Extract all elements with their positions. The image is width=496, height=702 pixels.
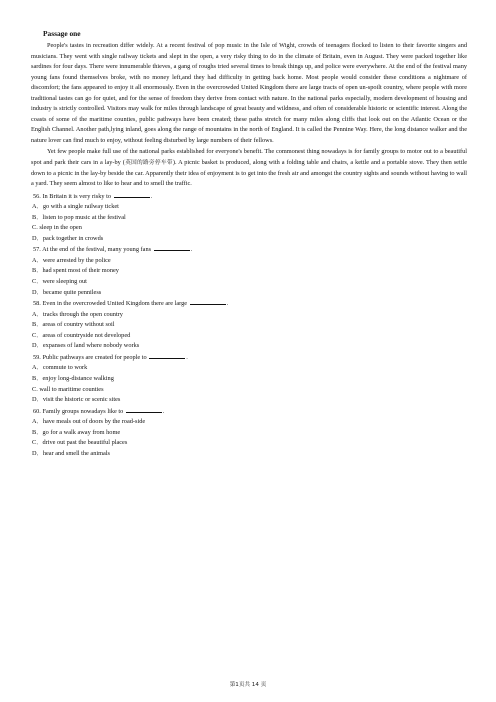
passage-paragraph-1: People's tastes in recreation differ widely. At a recent festival of pop music in the Isle of Wight, crowds of teenagers flocked to listen to their favorite singers and musicians. They went with single railway tickets and slept in the open, a very risky thing to do in the climate of Britain, even in August. They were packed together like sardines for four days. There were innumerable thieves, a gang of roughs tried several times to break things up, and police were everywhere. At the end of the festival many young fans found themselves broke, with no money left,and they had difficulty in getting back home. Most people would consider these conditions a nightmare of discomfort; the fans appeared to enjoy it all enormously. Even in the overcrowded United Kingdom there are large tracts of open un-spoilt country, where people with more traditional tastes can go for quiet, and for the sense of freedom they derive from contact with nature. In the national parks especially, modern development of housing and industry is strictly controlled. Visitors may walk for miles through landscape of great beauty and wildness, and often of considerable historic or scientific interest. Along the coasts of some of the maritime counties, public pathways have been created; these paths stretch for many miles along cliffs that look out on the Atlantic Ocean or the English Channel. Another path,lying inland, goes along the range of mountains in the north of England. It is called the Pennine Way. Here, the long distance walker and the nature lover can find much to enjoy, without feeling disturbed by large numbers of their fellows. <box>31 42 467 144</box>
question-option: B．enjoy long-distance walking <box>32 374 114 382</box>
answer-blank <box>114 191 150 198</box>
question-stem <box>31 406 467 418</box>
question-option: B．go for a walk away from home <box>32 428 121 436</box>
question-option: A．go with a single railway ticket <box>32 203 119 211</box>
question-option: C. wall to maritime counties <box>32 385 104 393</box>
document-page <box>31 28 467 459</box>
chinese-gloss: 英国的路旁停车带 <box>124 160 173 167</box>
question-option: A．commute to work <box>32 364 88 372</box>
question-option: D．visit the historic or scenic sites <box>32 396 121 404</box>
question-option: C．areas of countryside not developed <box>32 331 131 339</box>
question-stem <box>31 191 467 203</box>
question-stem-text: 59. Public pathways are created for people to <box>33 353 147 361</box>
answer-blank <box>190 298 226 305</box>
answer-blank <box>126 406 162 413</box>
question-list <box>31 191 467 460</box>
question-option: B．areas of country without soil <box>32 321 115 329</box>
paragraph-2-text-a: Yet few people make full use of the national parks established for everyone's benefit. The commonest thing nowadays is for family groups to motor out to a beautiful spot and park their cars in a lay-by ( <box>31 148 467 167</box>
question-option: C. sleep in the open <box>32 224 82 232</box>
question-stem-text: 58. Even in the overcrowded United Kingdom there are large <box>33 300 188 308</box>
question-option: B．had spent most of their money <box>32 267 119 275</box>
question-stem-end: . <box>150 192 153 200</box>
question-stem-end: . <box>162 407 165 415</box>
question-option: A．have meals out of doors by the road-side <box>32 418 146 426</box>
question-option: C．were sleeping out <box>32 278 87 286</box>
question-option: D．became quite penniless <box>32 288 102 296</box>
question-option: D．expanses of land where nobody works <box>32 342 140 350</box>
question-stem-end: . <box>190 246 193 254</box>
question-option: A．were arrested by the police <box>32 256 111 264</box>
question-option: C．drive out past the beautiful places <box>32 439 128 447</box>
answer-blank <box>154 244 190 251</box>
question-stem-text: 56. In Britain it is very risky to <box>33 192 112 200</box>
question-stem-end: . <box>226 300 229 308</box>
question-stem <box>31 244 467 256</box>
question-stem <box>31 352 467 364</box>
question-option: B．listen to pop music at the festival <box>32 213 126 221</box>
question-option: A．tracks through the open country <box>32 310 123 318</box>
question-stem <box>31 298 467 310</box>
question-stem-text: 60. Family groups nowadays like to <box>33 407 124 415</box>
question-stem-end: . <box>186 353 188 361</box>
paragraph-2-text-b: ). A picnic basket is produced, along with a folding table and chairs, a kettle and a portable stove. They then settle down to a picnic in the lay-by beside the car. Apparently their idea of enjoyment is to get into the fresh air and amongst the country sights and sounds without having to wall a yard. They seem almost to like to hear and to smell the traffic. <box>31 159 467 188</box>
question-option: D．hear and smell the animals <box>32 449 110 457</box>
answer-blank <box>149 352 185 359</box>
page-footer: 第1页共 14 页 <box>229 682 267 688</box>
question-stem-text: 57. At the end of the festival, many young fans <box>33 246 152 254</box>
passage-title: Passage one <box>43 29 81 38</box>
question-option: D．pack together in crowds <box>32 234 104 242</box>
passage-paragraph-2 <box>31 147 467 189</box>
